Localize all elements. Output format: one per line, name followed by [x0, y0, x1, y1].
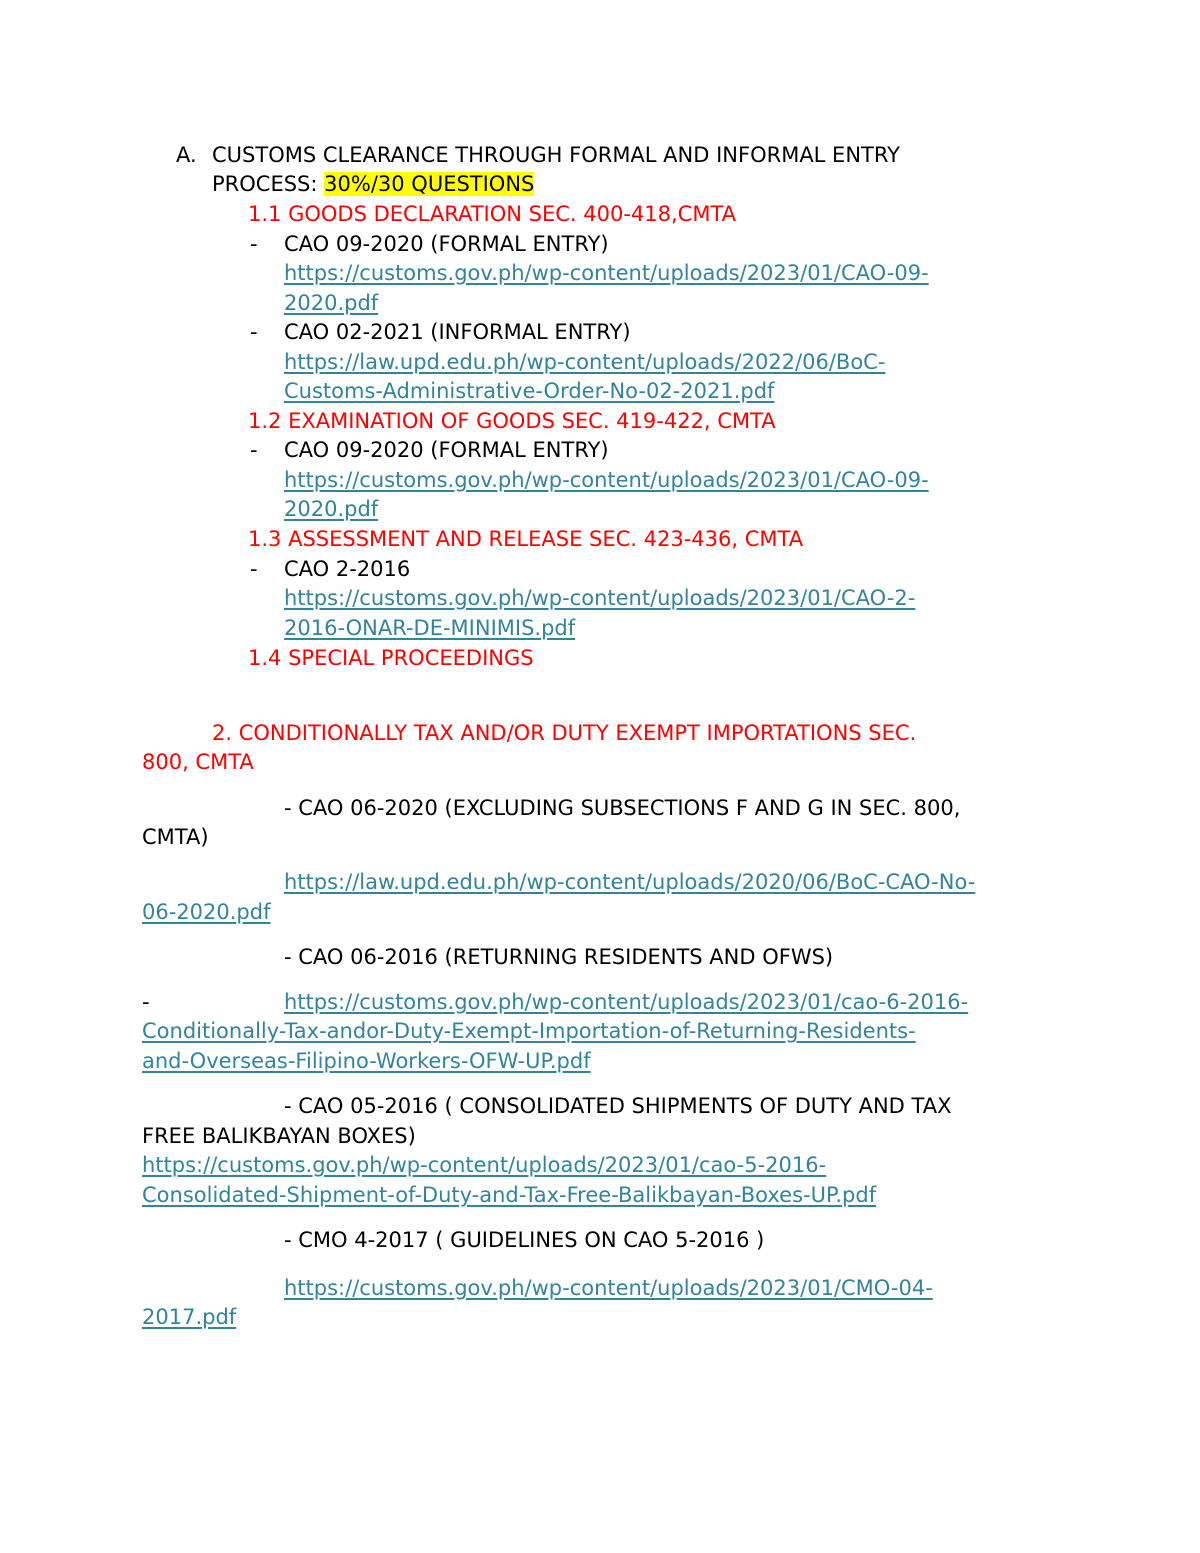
- link-cao-09-2020-b-part1[interactable]: https://customs.gov.ph/wp-content/uploads/2023/01/CAO-09-: [284, 468, 929, 492]
- bullet-dash: -: [250, 320, 258, 344]
- link-cao-2-2016-part2[interactable]: 2016-ONAR-DE-MINIMIS.pdf: [284, 616, 576, 640]
- section-a-title-prefix: PROCESS:: [212, 172, 325, 196]
- link-cao-6-2016-part2[interactable]: Conditionally-Tax-andor-Duty-Exempt-Importation-of-Returning-Residents-: [142, 1019, 916, 1043]
- link-cao-06-2020-part1[interactable]: https://law.upd.edu.ph/wp-content/uploads/2020/06/BoC-CAO-No-: [284, 870, 976, 894]
- link-cao-5-2016-part2[interactable]: Consolidated-Shipment-of-Duty-and-Tax-Free-Balikbayan-Boxes-UP.pdf: [142, 1183, 877, 1207]
- entry-cmo-4-2017-label: - CMO 4-2017 ( GUIDELINES ON CAO 5-2016 ): [284, 1228, 765, 1252]
- link-cao-02-2021-part1[interactable]: https://law.upd.edu.ph/wp-content/uploads/2022/06/BoC-: [284, 350, 886, 374]
- heading-2-line2: 800, CMTA: [142, 750, 254, 774]
- entry-cao-05-2016-line1: - CAO 05-2016 ( CONSOLIDATED SHIPMENTS OF DUTY AND TAX: [284, 1094, 952, 1118]
- link-cao-09-2020-part1[interactable]: https://customs.gov.ph/wp-content/uploads/2023/01/CAO-09-: [284, 261, 929, 285]
- entry-cao-06-2020-line2: CMTA): [142, 825, 209, 849]
- section-a-title-line1: CUSTOMS CLEARANCE THROUGH FORMAL AND INFORMAL ENTRY: [212, 143, 900, 167]
- link-cao-5-2016-part1[interactable]: https://customs.gov.ph/wp-content/uploads/2023/01/cao-5-2016-: [142, 1153, 827, 1177]
- bullet-dash: -: [250, 232, 258, 256]
- entry-cao-05-2016-line2: FREE BALIKBAYAN BOXES): [142, 1124, 416, 1148]
- section-a-title-line2: [212, 170, 534, 200]
- link-cmo-04-2017-part2[interactable]: 2017.pdf: [142, 1305, 237, 1329]
- link-cao-06-2020-part2[interactable]: 06-2020.pdf: [142, 900, 271, 924]
- section-a-marker: A.: [176, 143, 197, 167]
- bullet-dash: -: [250, 557, 258, 581]
- link-cmo-04-2017-part1[interactable]: https://customs.gov.ph/wp-content/uploads/2023/01/CMO-04-: [284, 1276, 933, 1300]
- link-cao-02-2021-part2[interactable]: Customs-Administrative-Order-No-02-2021.pdf: [284, 379, 775, 403]
- link-cao-09-2020-b-part2[interactable]: 2020.pdf: [284, 497, 379, 521]
- entry-cao-06-2016-label: - CAO 06-2016 (RETURNING RESIDENTS AND OFWS): [284, 945, 834, 969]
- entry-cao-06-2020-line1: - CAO 06-2020 (EXCLUDING SUBSECTIONS F AND G IN SEC. 800,: [284, 796, 961, 820]
- heading-1-3: 1.3 ASSESSMENT AND RELEASE SEC. 423-436, CMTA: [248, 527, 804, 551]
- bullet-dash: -: [250, 438, 258, 462]
- heading-1-4: 1.4 SPECIAL PROCEEDINGS: [248, 646, 534, 670]
- item-cao-09-2020-label: CAO 09-2020 (FORMAL ENTRY): [284, 232, 609, 256]
- item-cao-09-2020-label-2: CAO 09-2020 (FORMAL ENTRY): [284, 438, 609, 462]
- item-cao-2-2016-label: CAO 2-2016: [284, 557, 411, 581]
- link-cao-6-2016-part1[interactable]: https://customs.gov.ph/wp-content/uploads/2023/01/cao-6-2016-: [284, 990, 969, 1014]
- questions-highlight: 30%/30 QUESTIONS: [324, 172, 535, 196]
- link-cao-6-2016-part3[interactable]: and-Overseas-Filipino-Workers-OFW-UP.pdf: [142, 1049, 591, 1073]
- entry-cao-06-2016-dash: -: [142, 990, 150, 1014]
- link-cao-2-2016-part1[interactable]: https://customs.gov.ph/wp-content/uploads/2023/01/CAO-2-: [284, 586, 916, 610]
- heading-2-line1: 2. CONDITIONALLY TAX AND/OR DUTY EXEMPT IMPORTATIONS SEC.: [212, 721, 917, 745]
- heading-1-1: 1.1 GOODS DECLARATION SEC. 400-418,CMTA: [248, 202, 737, 226]
- link-cao-09-2020-part2[interactable]: 2020.pdf: [284, 291, 379, 315]
- item-cao-02-2021-label: CAO 02-2021 (INFORMAL ENTRY): [284, 320, 631, 344]
- heading-1-2: 1.2 EXAMINATION OF GOODS SEC. 419-422, CMTA: [248, 409, 776, 433]
